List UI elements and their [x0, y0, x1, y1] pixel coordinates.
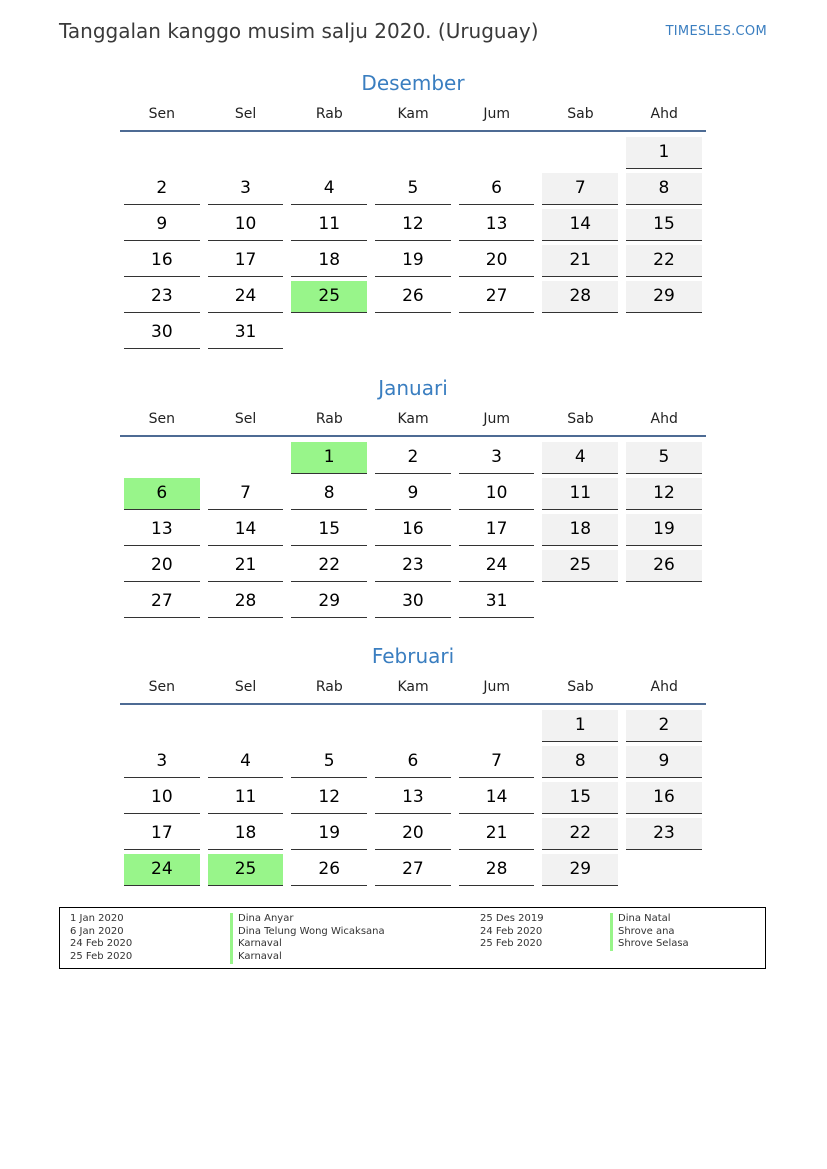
day-number: 4 [542, 442, 618, 474]
day-number: 1 [626, 137, 702, 169]
day-cell [371, 478, 455, 514]
empty-cell [120, 442, 204, 478]
day-cell [622, 245, 706, 281]
day-number: 2 [375, 442, 451, 474]
day-cell [538, 782, 622, 818]
day-number: 6 [375, 746, 451, 778]
day-cell [120, 746, 204, 782]
day-number: 23 [124, 281, 200, 313]
day-number: 2 [626, 710, 702, 742]
day-cell [287, 281, 371, 317]
weekday-label: Sen [148, 411, 176, 427]
day-cell [287, 173, 371, 209]
day-number: 11 [291, 209, 367, 241]
day-number: 23 [626, 818, 702, 850]
legend-date: 6 Jan 2020 [70, 925, 124, 937]
day-cell [287, 782, 371, 818]
day-cell [622, 173, 706, 209]
day-number: 12 [626, 478, 702, 510]
day-cell [120, 281, 204, 317]
weekday-label: Kam [397, 106, 429, 122]
day-number: 29 [291, 586, 367, 618]
day-number: 20 [459, 245, 535, 277]
day-number: 28 [542, 281, 618, 313]
day-cell [287, 442, 371, 478]
day-number: 15 [626, 209, 702, 241]
day-cell [204, 586, 288, 622]
empty-cell [538, 137, 622, 173]
day-cell [538, 746, 622, 782]
day-grid [120, 132, 706, 353]
day-number: 30 [124, 317, 200, 349]
day-number: 29 [542, 854, 618, 886]
day-cell [538, 514, 622, 550]
day-number: 25 [542, 550, 618, 582]
day-cell [455, 818, 539, 854]
day-cell [287, 550, 371, 586]
day-cell [204, 209, 288, 245]
day-cell [287, 746, 371, 782]
day-number: 13 [124, 514, 200, 546]
day-cell [455, 514, 539, 550]
day-number: 7 [459, 746, 535, 778]
day-number: 27 [375, 854, 451, 886]
weekday-label: Jum [483, 411, 511, 427]
day-number: 12 [291, 782, 367, 814]
day-number: 11 [542, 478, 618, 510]
month-january [120, 375, 706, 622]
day-cell [371, 854, 455, 890]
day-number: 20 [375, 818, 451, 850]
day-number: 27 [124, 586, 200, 618]
day-number: 10 [208, 209, 284, 241]
legend-holiday-name: Dina Anyar [230, 913, 385, 926]
day-cell [538, 818, 622, 854]
weekday-header [120, 679, 706, 705]
day-cell [120, 854, 204, 890]
day-number: 18 [291, 245, 367, 277]
day-number: 10 [459, 478, 535, 510]
legend-date: 1 Jan 2020 [70, 913, 124, 924]
day-number: 6 [124, 478, 200, 510]
day-number: 3 [124, 746, 200, 778]
day-number: 24 [208, 281, 284, 313]
day-cell [120, 550, 204, 586]
weekday-label: Jum [483, 679, 511, 695]
day-cell [538, 442, 622, 478]
day-number: 9 [124, 209, 200, 241]
brand-link[interactable]: TIMESLES.COM [665, 24, 767, 39]
legend-holiday-name: Dina Natal [610, 913, 689, 926]
day-number: 25 [291, 281, 367, 313]
day-number: 14 [542, 209, 618, 241]
day-number: 21 [208, 550, 284, 582]
day-cell [455, 550, 539, 586]
day-number: 1 [291, 442, 367, 474]
day-cell [455, 478, 539, 514]
day-cell [455, 281, 539, 317]
day-number: 25 [208, 854, 284, 886]
weekday-label: Jum [483, 106, 511, 122]
day-cell [204, 317, 288, 353]
day-number: 13 [375, 782, 451, 814]
empty-cell [204, 442, 288, 478]
empty-cell [455, 710, 539, 746]
weekday-label: Rab [315, 411, 343, 427]
day-number: 9 [626, 746, 702, 778]
day-cell [371, 586, 455, 622]
legend-holiday-name: Dina Telung Wong Wicaksana [230, 926, 385, 939]
day-number: 19 [291, 818, 367, 850]
weekday-label: Ahd [650, 106, 678, 122]
day-number: 20 [124, 550, 200, 582]
day-number: 8 [291, 478, 367, 510]
day-grid [120, 437, 706, 622]
weekday-label: Kam [397, 411, 429, 427]
holiday-legend [59, 907, 766, 969]
day-cell [287, 818, 371, 854]
weekday-label: Sen [148, 679, 176, 695]
weekday-label: Sab [567, 679, 594, 695]
day-number: 26 [375, 281, 451, 313]
day-cell [120, 245, 204, 281]
empty-cell [287, 710, 371, 746]
month-name: Desember [361, 71, 465, 95]
day-number: 22 [542, 818, 618, 850]
day-cell [371, 281, 455, 317]
day-cell [120, 209, 204, 245]
weekday-label: Sab [567, 106, 594, 122]
day-cell [538, 281, 622, 317]
day-number: 2 [124, 173, 200, 205]
day-number: 17 [208, 245, 284, 277]
day-cell [371, 245, 455, 281]
empty-cell [204, 710, 288, 746]
weekday-header [120, 106, 706, 132]
day-number: 19 [626, 514, 702, 546]
day-cell [371, 746, 455, 782]
day-number: 3 [208, 173, 284, 205]
day-number: 4 [291, 173, 367, 205]
legend-right-dates [480, 913, 544, 951]
day-cell [622, 478, 706, 514]
day-cell [287, 586, 371, 622]
day-cell [204, 173, 288, 209]
day-number: 18 [542, 514, 618, 546]
day-cell [120, 478, 204, 514]
month-name: Februari [371, 644, 455, 668]
day-cell [204, 550, 288, 586]
day-cell [538, 173, 622, 209]
day-cell [120, 317, 204, 353]
day-number: 16 [375, 514, 451, 546]
day-cell [455, 245, 539, 281]
day-cell [371, 818, 455, 854]
day-cell [538, 245, 622, 281]
day-cell [538, 550, 622, 586]
day-number: 5 [626, 442, 702, 474]
day-number: 31 [459, 586, 535, 618]
day-number: 22 [291, 550, 367, 582]
day-number: 10 [124, 782, 200, 814]
weekday-label: Sel [234, 411, 257, 427]
day-cell [371, 442, 455, 478]
day-cell [287, 245, 371, 281]
day-cell [120, 173, 204, 209]
day-number: 7 [208, 478, 284, 510]
day-cell [120, 586, 204, 622]
day-number: 30 [375, 586, 451, 618]
empty-cell [455, 137, 539, 173]
day-number: 13 [459, 209, 535, 241]
day-number: 17 [459, 514, 535, 546]
day-number: 14 [208, 514, 284, 546]
weekday-label: Rab [315, 679, 343, 695]
day-number: 6 [459, 173, 535, 205]
empty-cell [120, 137, 204, 173]
legend-date: 24 Feb 2020 [480, 925, 543, 937]
legend-holiday-name: Karnaval [230, 951, 385, 964]
day-number: 9 [375, 478, 451, 510]
day-number: 28 [208, 586, 284, 618]
day-number: 14 [459, 782, 535, 814]
day-cell [455, 746, 539, 782]
day-number: 26 [291, 854, 367, 886]
weekday-label: Ahd [650, 679, 678, 695]
legend-holiday-name: Karnaval [230, 938, 385, 951]
day-cell [120, 818, 204, 854]
day-number: 8 [626, 173, 702, 205]
day-cell [287, 478, 371, 514]
day-cell [622, 818, 706, 854]
day-number: 19 [375, 245, 451, 277]
day-cell [455, 854, 539, 890]
weekday-label: Kam [397, 679, 429, 695]
day-cell [622, 209, 706, 245]
legend-left-names [230, 913, 385, 964]
weekday-label: Sen [148, 106, 176, 122]
day-number: 21 [459, 818, 535, 850]
day-cell [371, 209, 455, 245]
day-number: 28 [459, 854, 535, 886]
day-cell [287, 209, 371, 245]
page-title: Tanggalan kanggo musim salju 2020. (Uruguay) [59, 19, 539, 43]
day-number: 31 [208, 317, 284, 349]
day-cell [622, 281, 706, 317]
day-cell [455, 209, 539, 245]
legend-right-names [610, 913, 689, 951]
day-cell [204, 514, 288, 550]
legend-date: 25 Feb 2020 [70, 951, 133, 963]
month-december [120, 70, 706, 353]
day-number: 16 [124, 245, 200, 277]
day-cell [204, 782, 288, 818]
day-number: 15 [291, 514, 367, 546]
weekday-label: Sab [567, 411, 594, 427]
day-number: 24 [124, 854, 200, 886]
legend-date: 24 Feb 2020 [70, 938, 133, 950]
legend-date: 25 Des 2019 [480, 913, 544, 924]
day-cell [204, 818, 288, 854]
day-cell [538, 854, 622, 890]
day-number: 5 [291, 746, 367, 778]
empty-cell [371, 710, 455, 746]
day-cell [455, 586, 539, 622]
day-cell [455, 782, 539, 818]
day-cell [455, 442, 539, 478]
day-cell [622, 137, 706, 173]
day-cell [371, 550, 455, 586]
empty-cell [371, 137, 455, 173]
day-number: 15 [542, 782, 618, 814]
day-cell [622, 514, 706, 550]
day-grid [120, 705, 706, 890]
day-cell [622, 746, 706, 782]
day-number: 23 [375, 550, 451, 582]
day-cell [204, 746, 288, 782]
weekday-label: Ahd [650, 411, 678, 427]
day-cell [287, 854, 371, 890]
legend-holiday-name: Shrove ana [610, 926, 689, 939]
day-cell [622, 710, 706, 746]
day-cell [538, 209, 622, 245]
day-number: 12 [375, 209, 451, 241]
legend-holiday-name: Shrove Selasa [610, 938, 689, 951]
day-cell [287, 514, 371, 550]
day-cell [455, 173, 539, 209]
day-cell [120, 514, 204, 550]
day-cell [204, 281, 288, 317]
day-number: 16 [626, 782, 702, 814]
day-cell [120, 782, 204, 818]
day-cell [538, 478, 622, 514]
day-number: 24 [459, 550, 535, 582]
day-number: 27 [459, 281, 535, 313]
day-cell [371, 173, 455, 209]
legend-left-dates [70, 913, 132, 964]
month-february [120, 643, 706, 890]
day-cell [204, 854, 288, 890]
empty-cell [204, 137, 288, 173]
day-number: 4 [208, 746, 284, 778]
day-cell [204, 245, 288, 281]
day-number: 7 [542, 173, 618, 205]
month-name: Januari [378, 376, 448, 400]
day-cell [538, 710, 622, 746]
weekday-label: Sel [234, 679, 257, 695]
weekday-header [120, 411, 706, 437]
weekday-label: Rab [315, 106, 343, 122]
day-number: 8 [542, 746, 618, 778]
day-cell [622, 550, 706, 586]
day-number: 29 [626, 281, 702, 313]
empty-cell [287, 137, 371, 173]
day-cell [371, 782, 455, 818]
day-cell [622, 442, 706, 478]
day-number: 3 [459, 442, 535, 474]
day-cell [371, 514, 455, 550]
day-number: 5 [375, 173, 451, 205]
day-number: 22 [626, 245, 702, 277]
day-number: 1 [542, 710, 618, 742]
day-number: 21 [542, 245, 618, 277]
legend-date: 25 Feb 2020 [480, 938, 543, 950]
day-cell [204, 478, 288, 514]
day-cell [622, 782, 706, 818]
weekday-label: Sel [234, 106, 257, 122]
day-number: 26 [626, 550, 702, 582]
empty-cell [120, 710, 204, 746]
day-number: 18 [208, 818, 284, 850]
day-number: 17 [124, 818, 200, 850]
day-number: 11 [208, 782, 284, 814]
